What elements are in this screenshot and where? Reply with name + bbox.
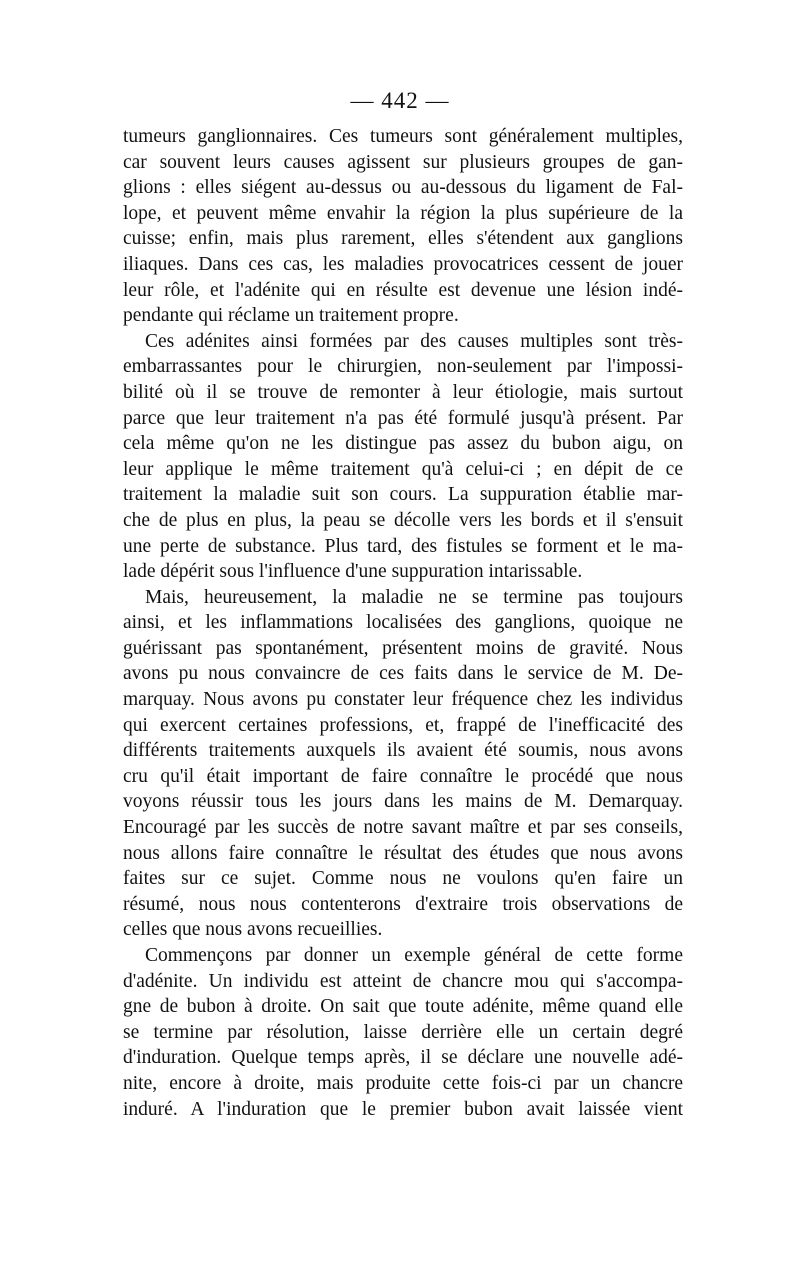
text-line: lope, et peuvent même envahir la région la plus supérieure de la <box>123 202 683 224</box>
paragraph <box>123 943 683 1122</box>
text-line: gne de bubon à droite. On sait que toute adénite, même quand elle <box>123 996 683 1018</box>
page-number: — 442 — <box>350 88 450 113</box>
text-line: Encouragé par les succès de notre savant maître et par ses conseils, <box>123 817 683 839</box>
text-line: embarrassantes pour le chirurgien, non-seulement par l'impossi- <box>123 356 683 378</box>
text-line: d'adénite. Un individu est atteint de chancre mou qui s'accompa- <box>123 970 683 992</box>
text-line: glions : elles siégent au-dessus ou au-dessous du ligament de Fal- <box>123 177 683 199</box>
text-line: ainsi, et les inflammations localisées des ganglions, quoique ne <box>123 612 683 634</box>
text-line: leur rôle, et l'adénite qui en résulte est devenue une lésion indé- <box>123 279 683 301</box>
text-line: che de plus en plus, la peau se décolle vers les bords et il s'ensuit <box>123 509 683 531</box>
paragraph <box>123 585 683 943</box>
text-line: cru qu'il était important de faire connaître le procédé que nous <box>123 765 683 787</box>
text-line: Mais, heureusement, la maladie ne se termine pas toujours <box>145 586 683 608</box>
text-line: cuisse; enfin, mais plus rarement, elles s'étendent aux ganglions <box>123 228 683 250</box>
text-line: une perte de substance. Plus tard, des fistules se forment et le ma- <box>123 535 683 557</box>
text-line: marquay. Nous avons pu constater leur fréquence chez les individus <box>123 689 683 711</box>
text-line: résumé, nous nous contenterons d'extraire trois observations de <box>123 893 683 915</box>
text-line: faites sur ce sujet. Comme nous ne voulons qu'en faire un <box>123 868 683 890</box>
text-line: parce que leur traitement n'a pas été formulé jusqu'à présent. Par <box>123 407 683 429</box>
text-line: voyons réussir tous les jours dans les mains de M. Demarquay. <box>123 791 683 813</box>
text-line: nous allons faire connaître le résultat des études que nous avons <box>123 842 683 864</box>
text-line: lade dépérit sous l'influence d'une suppuration intarissable. <box>123 561 583 583</box>
text-line: leur applique le même traitement qu'à celui-ci ; en dépit de ce <box>123 458 683 480</box>
text-line: nite, encore à droite, mais produite cette fois-ci par un chancre <box>123 1072 683 1094</box>
text-line: bilité où il se trouve de remonter à leur étiologie, mais surtout <box>123 381 683 403</box>
text-line: traitement la maladie suit son cours. La suppuration établie mar- <box>123 484 683 506</box>
text-line: Ces adénites ainsi formées par des causes multiples sont très- <box>145 330 683 352</box>
text-line: pendante qui réclame un traitement propre. <box>123 305 459 327</box>
text-line: se termine par résolution, laisse derrière elle un certain degré <box>123 1021 683 1043</box>
paragraph <box>123 329 683 585</box>
text-line: différents traitements auxquels ils avaient été soumis, nous avons <box>123 740 683 762</box>
body-text <box>123 124 683 1122</box>
text-line: Commençons par donner un exemple général de cette forme <box>145 945 683 966</box>
text-line: tumeurs ganglionnaires. Ces tumeurs sont généralement multiples, <box>123 126 683 147</box>
text-line: qui exercent certaines professions, et, frappé de l'inefficacité des <box>123 714 683 736</box>
text-line: d'induration. Quelque temps après, il se déclare une nouvelle adé- <box>123 1047 683 1069</box>
text-line: avons pu nous convaincre de ces faits dans le service de M. De- <box>123 663 683 685</box>
text-line: induré. A l'induration que le premier bubon avait laissée vient <box>123 1098 683 1120</box>
text-line: celles que nous avons recueillies. <box>123 919 383 941</box>
text-line: car souvent leurs causes agissent sur plusieurs groupes de gan- <box>123 151 683 173</box>
text-line: cela même qu'on ne les distingue pas assez du bubon aigu, on <box>123 433 683 455</box>
text-line: iliaques. Dans ces cas, les maladies provocatrices cessent de jouer <box>123 253 683 275</box>
paragraph <box>123 124 683 329</box>
text-line: guérissant pas spontanément, présentent moins de gravité. Nous <box>123 637 683 659</box>
